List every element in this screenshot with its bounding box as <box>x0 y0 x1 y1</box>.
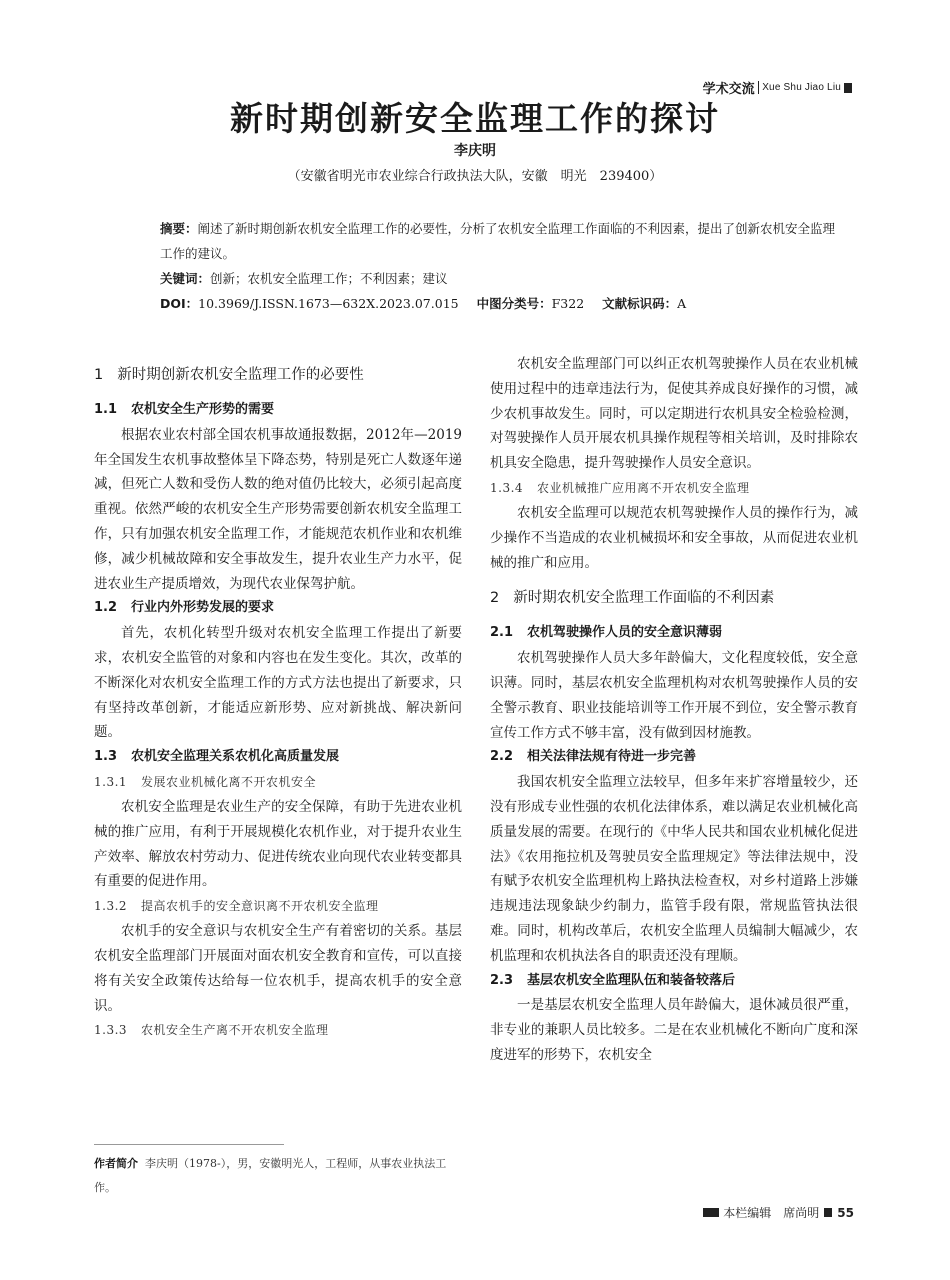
doi-line <box>128 291 838 316</box>
footnote-text: 李庆明（1978-），男，安徽明光人，工程师，从事农业执法工作。 <box>94 1157 447 1194</box>
column-editor: 本栏编辑 席尚明 <box>723 1206 820 1220</box>
subsubsection-heading: 1.3.1 发展农业机械化离不开农机安全 <box>94 774 317 789</box>
footnote-rule <box>94 1144 284 1145</box>
doc-code-value: A <box>677 296 687 311</box>
square-mark-icon <box>844 83 852 93</box>
abstract-text: 阐述了新时期创新农机安全监理工作的必要性，分析了农机安全监理工作面临的不利因素，提出了创新农机安全监理工作的建议。 <box>160 221 836 261</box>
paragraph: 农机安全监理是农业生产的安全保障，有助于先进农业机械的推广应用，有利于开展规模化农机作业，对于提升农业生产效率、解放农村劳动力、促进传统农业向现代农业转变都具有重要的促进作用。 <box>94 798 462 890</box>
article-title: 新时期创新安全监理工作的探讨 <box>230 99 720 138</box>
paragraph: 我国农机安全监理立法较早，但多年来扩容增量较少，还没有形成专业性强的农机化法律体系，难以满足农业机械化高质量发展的需要。在现行的《中华人民共和国农业机械化促进法》《农用拖拉机及驾驶员安全监理规定》等法律法规中，没有赋予农机安全监理机构上路执法检查权，对乡村道路上涉嫌违规违法现象缺少约制力，监管手段有限，常规监管执法很难。同时，机构改革后，农机安全监理人员编制大幅减少，农机监理和农机执法各自的职责还没有理顺。 <box>490 774 858 964</box>
page-number: 55 <box>837 1205 854 1220</box>
section-label-en: Xue Shu Jiao Liu <box>762 82 841 93</box>
paragraph: 一是基层农机安全监理人员年龄偏大，退休减员很严重，非专业的兼职人员比较多。二是在农业机械化不断向广度和深度进军的形势下，农机安全 <box>490 997 858 1063</box>
subsubsection-heading: 1.3.4 农业机械推广应用离不开农机安全监理 <box>490 480 750 495</box>
doc-code-label: 文献标识码： <box>602 296 678 311</box>
paragraph: 农机安全监理可以规范农机驾驶操作人员的操作行为，减少操作不当造成的农业机械损坏和安全事故，从而促进农业机械的推广和应用。 <box>490 504 858 571</box>
subsubsection-heading: 1.3.2 提高农机手的安全意识离不开农机安全监理 <box>94 899 379 914</box>
abstract <box>128 216 838 266</box>
author-name: 李庆明 <box>454 143 496 159</box>
keywords-label: 关键词： <box>160 271 211 286</box>
clc-label: 中图分类号： <box>476 296 552 311</box>
subsection-heading: 1.1 农机安全生产形势的需要 <box>94 402 275 417</box>
doi-value: 10.3969/J.ISSN.1673—632X.2023.07.015 <box>198 296 459 311</box>
paragraph: 根据农业农村部全国农机事故通报数据，2012年—2019年全国发生农机事故整体呈下降态势，特别是死亡人数逐年递减，但死亡人数和受伤人数的绝对值仍比较大，必须引起高度重视。依然严峻的农机安全生产形势需要创新农机安全监理工作，只有加强农机安全监理工作，才能规范农机作业和农机维修，减少机械故障和安全事故发生，提升农业生产力水平，促进农业生产提质增效，为现代农业保驾护航。 <box>94 426 462 592</box>
section-heading: 1 新时期创新农机安全监理工作的必要性 <box>94 367 364 383</box>
author-affiliation: （安徽省明光市农业综合行政执法大队，安徽 明光 239400） <box>287 169 663 184</box>
page-footer <box>703 1204 854 1221</box>
subsection-heading: 2.2 相关法律法规有待进一步完善 <box>490 749 697 765</box>
bar-mark-icon <box>703 1208 719 1217</box>
keywords <box>128 266 838 291</box>
section-heading: 2 新时期农机安全监理工作面临的不利因素 <box>490 590 775 607</box>
paragraph: 首先，农机化转型升级对农机安全监理工作提出了新要求，农机安全监管的对象和内容也在发生变化。其次，改革的不断深化对农机安全监理工作的方式方法也提出了新要求，只有坚持改革创新，才能适应新形势、应对新挑战、解决新问题。 <box>94 625 462 741</box>
right-column <box>490 352 858 1068</box>
subsection-heading: 1.3 农机安全监理关系农机化高质量发展 <box>94 749 340 765</box>
section-label-zh: 学术交流 <box>702 81 755 96</box>
doi-label: DOI： <box>160 296 199 311</box>
paragraph: 农机手的安全意识与农机安全生产有着密切的关系。基层农机安全监理部门开展面对面农机安全教育和宣传，可以直接将有关安全政策传达给每一位农机手，提高农机手的安全意识。 <box>94 923 462 1014</box>
keywords-text: 创新；农机安全监理工作；不利因素；建议 <box>210 271 448 286</box>
subsubsection-heading: 1.3.3 农机安全生产离不开农机安全监理 <box>94 1023 329 1038</box>
subsection-heading: 2.3 基层农机安全监理队伍和装备较落后 <box>490 972 736 988</box>
subsection-heading: 2.1 农机驾驶操作人员的安全意识薄弱 <box>490 625 723 641</box>
subsection-heading: 1.2 行业内外形势发展的要求 <box>94 600 275 616</box>
footnote-label: 作者简介 <box>94 1157 138 1170</box>
abstract-label: 摘要： <box>160 221 198 236</box>
clc-value: F322 <box>551 296 585 311</box>
left-column <box>94 352 462 1043</box>
paragraph: 农机安全监理部门可以纠正农机驾驶操作人员在农业机械使用过程中的违章违法行为，促使其养成良好操作的习惯，减少农机事故发生。同时，可以定期进行农机具安全检验检测，对驾驶操作人员开展农机具操作规程等相关培训，及时排除农机具安全隐患，提升驾驶操作人员安全意识。 <box>490 356 858 472</box>
paragraph: 农机驾驶操作人员大多年龄偏大，文化程度较低，安全意识薄。同时，基层农机安全监理机构对农机驾驶操作人员的安全警示教育、职业技能培训等工作开展不到位，安全警示教育宣传工作方式不够丰富，没有做到因材施教。 <box>490 650 858 741</box>
square-mark-icon <box>824 1208 832 1217</box>
abstract-block <box>128 216 838 316</box>
author-footnote <box>94 1152 466 1200</box>
